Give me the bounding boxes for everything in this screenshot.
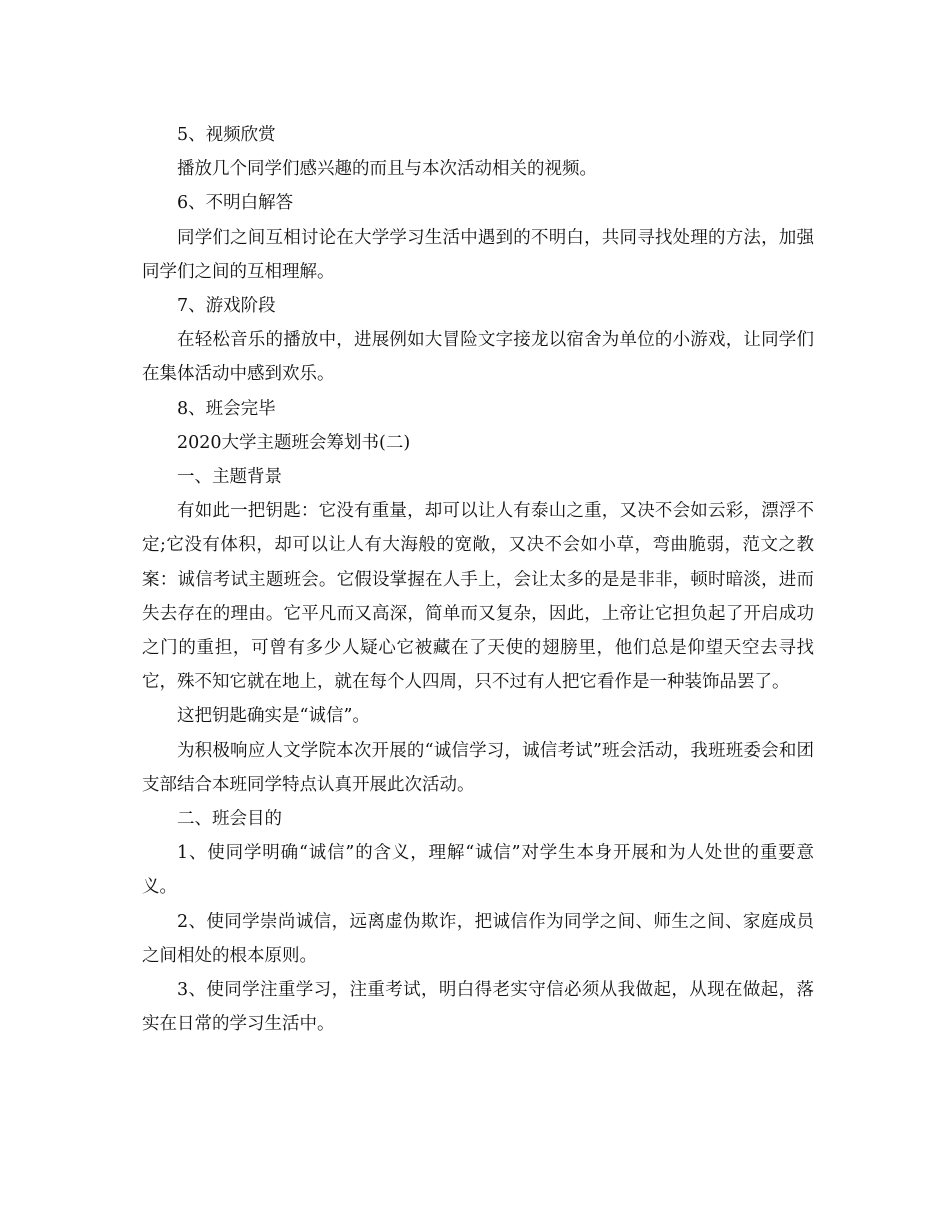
paragraph-video-heading: 5、视频欣赏 xyxy=(177,125,276,145)
paragraph-response: 为积极响应人文学院本次开展的“诚信学习，诚信考试”班会活动，我班班委会和团支部结合本班同学特点认真开展此次活动。 xyxy=(142,740,814,795)
section-heading-purpose: 二、班会目的 xyxy=(177,809,282,830)
paragraph-purpose-3: 3、使同学注重学习，注重考试，明白得老实守信必须从我做起，从现在做起，落实在日常的学习生活中。 xyxy=(142,980,814,1035)
paragraph-qa-heading: 6、不明白解答 xyxy=(177,193,294,214)
paragraph-game-text: 在轻松音乐的播放中，进展例如大冒险文字接龙以宿舍为单位的小游戏，让同学们在集体活动中感到欢乐。 xyxy=(142,330,814,385)
paragraph-purpose-2: 2、使同学崇尚诚信，远离虚伪欺诈，把诚信作为同学之间、师生之间、家庭成员之间相处的根本原则。 xyxy=(142,911,814,966)
document-subtitle: 2020大学主题班会筹划书(二) xyxy=(177,432,411,453)
paragraph-end-heading: 8、班会完毕 xyxy=(177,398,276,419)
paragraph-key-integrity: 这把钥匙确实是“诚信”。 xyxy=(177,706,370,727)
document-body xyxy=(142,118,814,1041)
paragraph-game-heading: 7、游戏阶段 xyxy=(177,296,276,317)
paragraph-key-metaphor: 有如此一把钥匙：它没有重量，却可以让人有泰山之重，又决不会如云彩，漂浮不定;它没有体积，却可以让人有大海般的宽敞，又决不会如小草，弯曲脆弱，范文之教案：诚信考试主题班会。它假设掌握在人手上，会让太多的是是非非，顿时暗淡，进而失去存在的理由。它平凡而又高深，简单而又复杂，因此，上帝让它担负起了开启成功之门的重担，可曾有多少人疑心它被藏在了天使的翅膀里，他们总是仰望天空去寻找它，殊不知它就在地上，就在每个人四周，只不过有人把它看作是一种装饰品罢了。 xyxy=(142,501,814,693)
paragraph-video-text: 播放几个同学们感兴趣的而且与本次活动相关的视频。 xyxy=(177,159,597,180)
section-heading-background: 一、主题背景 xyxy=(177,467,282,488)
paragraph-qa-text: 同学们之间互相讨论在大学学习生活中遇到的不明白，共同寻找处理的方法，加强同学们之间的互相理解。 xyxy=(142,227,814,282)
paragraph-purpose-1: 1、使同学明确“诚信”的含义，理解“诚信”对学生本身开展和为人处世的重要意义。 xyxy=(142,843,814,898)
